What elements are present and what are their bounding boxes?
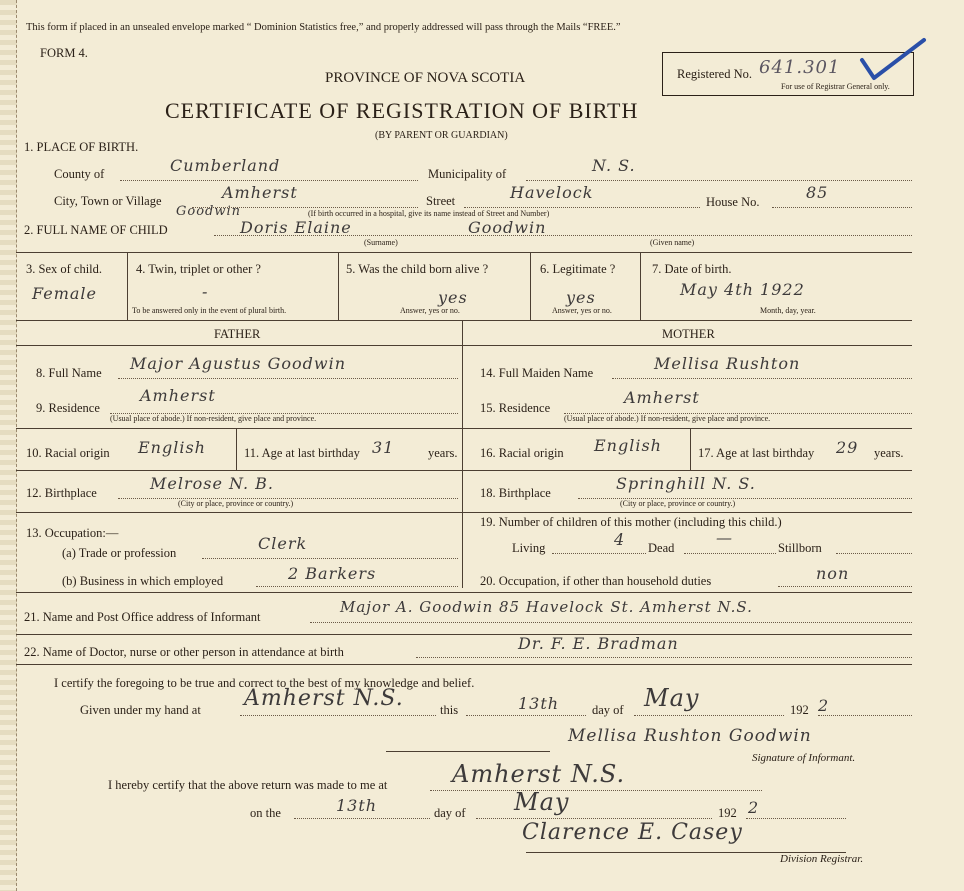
city-value: Amherst [222,183,298,202]
registrar-statement: I hereby certify that the above return was made to me at [108,778,388,792]
father-racial-label: 10. Racial origin [26,446,110,460]
father-birthplace-label: 12. Birthplace [26,486,97,500]
doctor-label: 22. Name of Doctor, nurse or other person in attendance at birth [24,645,344,659]
checkmark-icon [858,36,928,82]
given-year-prefix: 192 [790,703,809,717]
street-label: Street [426,194,456,208]
father-years-label: years. [428,446,458,460]
mother-racial-value: English [594,436,662,455]
certificate-subtitle: (BY PARENT OR GUARDIAN) [375,130,508,141]
mother-years-label: years. [874,446,904,460]
legitimate-note: Answer, yes or no. [552,306,612,315]
city-label: City, Town or Village [54,194,162,208]
given-month-value: May [644,684,700,712]
mother-name-label: 14. Full Maiden Name [480,366,594,380]
given-under-label: Given under my hand at [80,703,201,717]
father-name-label: 8. Full Name [36,366,102,380]
legitimate-value: yes [566,288,596,307]
given-day-of-label: day of [592,703,624,717]
registered-label: Registered No. [677,67,752,81]
mother-occupation-label: 20. Occupation, if other than household duties [480,574,712,588]
trade-label: (a) Trade or profession [62,546,177,560]
mother-racial-label: 16. Racial origin [480,446,564,460]
mother-name-value: Mellisa Rushton [654,354,801,373]
certification-statement: I certify the foregoing to be true and correct to the best of my knowledge and belief. [54,676,475,690]
father-name-value: Major Agustus Goodwin [130,354,346,373]
registrar-place-value: Amherst N.S. [452,760,626,788]
living-label: Living [512,541,546,555]
mother-heading: MOTHER [662,327,715,341]
father-occupation-label: 13. Occupation:— [26,526,119,540]
house-value: 85 [806,183,829,202]
registrar-year-digit: 2 [748,798,760,817]
registrar-month-value: May [514,788,570,816]
registered-note: For use of Registrar General only. [781,82,890,91]
registered-number: 641.301 [759,57,841,78]
street-value: Havelock [510,183,594,202]
registrar-day-of-label: day of [434,806,466,820]
father-heading: FATHER [214,327,261,341]
mother-residence-note: (Usual place of abode.) If non-resident, give place and province. [564,414,771,423]
birth-date-note: Month, day, year. [760,306,816,315]
dead-label: Dead [648,541,675,555]
informant-value: Major A. Goodwin 85 Havelock St. Amherst N.S. [340,598,753,616]
mother-birthplace-label: 18. Birthplace [480,486,551,500]
twin-label: 4. Twin, triplet or other ? [136,262,261,276]
stillborn-label: Stillborn [778,541,822,555]
business-label: (b) Business in which employed [62,574,224,588]
given-day-value: 13th [518,694,560,713]
form-number: FORM 4. [40,46,88,60]
trade-value: Clerk [258,534,308,553]
informant-label: 21. Name and Post Office address of Informant [24,610,261,624]
twin-note: To be answered only in the event of plural birth. [132,306,287,315]
alive-note: Answer, yes or no. [400,306,460,315]
surname-caption: (Surname) [364,238,398,247]
child-surname-insert: Goodwin [176,204,242,219]
dead-value: — [716,528,733,547]
this-label: this [440,703,459,717]
mother-age-value: 29 [836,438,859,457]
registrar-caption: Division Registrar. [780,853,864,865]
informant-signature-caption: Signature of Informant. [752,752,856,764]
father-age-value: 31 [372,438,395,457]
registrar-on-label: on the [250,806,281,820]
father-residence-note: (Usual place of abode.) If non-resident, give place and province. [110,414,317,423]
given-year-digit: 2 [818,696,830,715]
alive-value: yes [438,288,468,307]
twin-value: - [202,282,209,301]
mother-residence-label: 15. Residence [480,401,551,415]
given-place-value: Amherst N.S. [244,686,404,711]
county-value: Cumberland [170,156,281,175]
mother-birthplace-value: Springhill N. S. [616,474,756,493]
father-residence-value: Amherst [140,386,216,405]
registrar-signature: Clarence E. Casey [522,820,743,845]
province-heading: PROVINCE OF NOVA SCOTIA [325,70,526,86]
mother-age-label: 17. Age at last birthday [698,446,815,460]
place-of-birth-heading: 1. PLACE OF BIRTH. [24,140,139,154]
business-value: 2 Barkers [288,564,377,583]
birth-date-value: May 4th 1922 [680,280,805,299]
mother-residence-value: Amherst [624,388,700,407]
hospital-note: (If birth occurred in a hospital, give its name instead of Street and Number) [308,209,550,218]
house-label: House No. [706,195,760,209]
mother-occupation-value: non [816,564,850,583]
father-birthplace-value: Melrose N. B. [150,474,275,493]
registrar-year-prefix: 192 [718,806,737,820]
certificate-title: CERTIFICATE OF REGISTRATION OF BIRTH [165,98,639,123]
municipality-value: N. S. [592,156,636,175]
informant-signature: Mellisa Rushton Goodwin [568,726,812,746]
living-value: 4 [614,530,626,549]
registrar-day-value: 13th [336,796,378,815]
father-birthplace-note: (City or place, province or country.) [178,499,294,508]
sex-value: Female [32,284,97,303]
perforated-edge [0,0,17,891]
father-residence-label: 9. Residence [36,401,100,415]
county-label: County of [54,167,105,181]
mail-notice: This form if placed in an unsealed envelope marked “ Dominion Statistics free,” and properly addressed will pass through the Mails “FREE.” [26,22,621,33]
child-name-label: 2. FULL NAME OF CHILD [24,223,168,237]
legitimate-label: 6. Legitimate ? [540,262,616,276]
children-count-label: 19. Number of children of this mother (including this child.) [480,515,782,529]
father-age-label: 11. Age at last birthday [244,446,360,460]
mother-birthplace-note: (City or place, province or country.) [620,499,736,508]
child-surname: Goodwin [468,218,547,237]
birth-date-label: 7. Date of birth. [652,262,732,276]
doctor-value: Dr. F. E. Bradman [518,634,679,653]
sex-label: 3. Sex of child. [26,262,103,276]
given-name-caption: (Given name) [650,238,695,247]
municipality-label: Municipality of [428,167,507,181]
father-racial-value: English [138,438,206,457]
child-given-name: Doris Elaine [240,218,352,237]
alive-label: 5. Was the child born alive ? [346,262,489,276]
